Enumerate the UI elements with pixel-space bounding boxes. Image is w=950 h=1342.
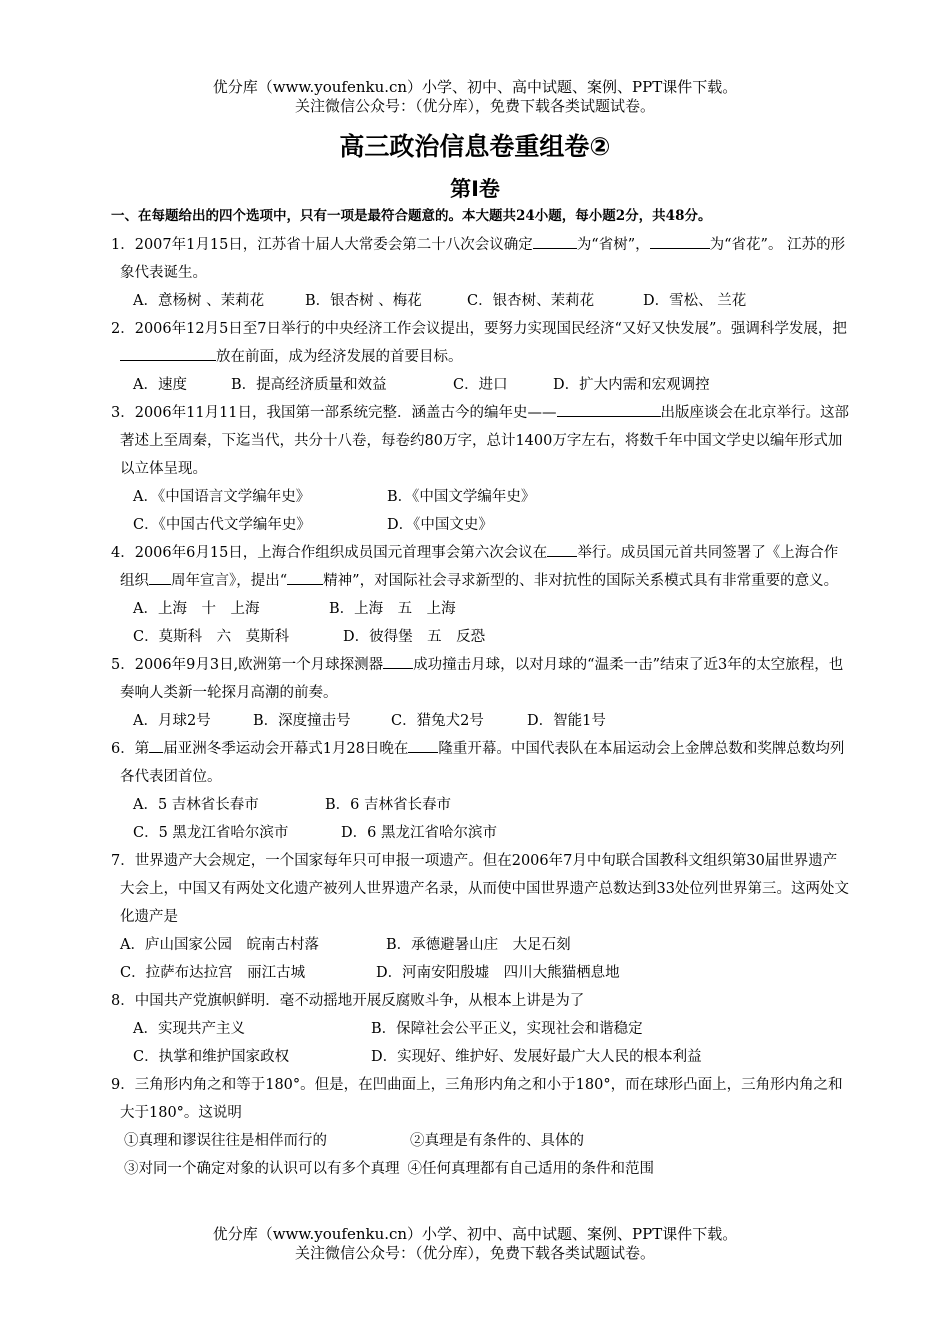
answer-blank [383,652,413,669]
options-row [111,707,851,735]
answer-blank [149,568,171,585]
question-stem: 7．世界遗产大会规定，一个国家每年只可申报一项遗产。但在2006年7月中旬联合国教科文组织第30届世界遗产大会上，中国又有两处文化遗产被列人世界遗产名录，从而使中国世界遗产总数达到33处位列世界第三。这两处文化遗产是 [111,853,849,925]
options-row [111,1043,851,1071]
option-c: C．5 黑龙江省哈尔滨市 [133,825,289,841]
options-row [111,595,851,623]
option-c: C．《中国古代文学编年史》 [133,517,311,533]
answer-blank [547,540,577,557]
question-6 [111,735,851,847]
answer-blank [650,232,710,249]
question-stem: 3．2006年11月11日，我国第一部系统完整．涵盖古今的编年史—— 出版座谈会在北京举行。这部著述上至周秦，下迄当代，共分十八卷，每卷约80万字，总计1400万字左右，将数千年中国文学史以编年形式加以立体呈现。 [111,399,851,483]
option-a: A．意杨树 、茉莉花 [133,293,265,309]
question-stem: 9．三角形内角之和等于180°。但是，在凹曲面上，三角形内角之和小于180°，而在球形凸面上，三角形内角之和大于180°。这说明 [111,1077,843,1121]
question-4 [111,539,851,651]
option-a: A．5 吉林省长春市 [133,797,259,813]
options-row [111,819,851,847]
option-1: ①真理和谬误往往是相伴而行的 [124,1133,327,1149]
option-b: B．保障社会公平正义，实现社会和谐稳定 [371,1021,643,1037]
option-2: ②真理是有条件的、具体的 [410,1133,584,1149]
option-c: C．莫斯科 六 莫斯科 [133,629,290,645]
footer-line-2: 关注微信公众号：（优分库），免费下载各类试题试卷。 [294,1244,655,1262]
question-stem: 2．2006年12月5日至7日举行的中央经济工作会议提出，要努力实现国民经济“又好又快发展”。强调科学发展，把放在前面，成为经济发展的首要目标。 [111,321,847,365]
options-row [111,483,851,511]
option-b: B．《中国文学编年史》 [387,489,536,505]
question-stem: 6．第 届亚洲冬季运动会开幕式1月28日晚在 隆重开幕。中国代表队在本届运动会上金牌总数和奖牌总数均列各代表团首位。 [111,735,851,791]
option-a: A．速度 [133,377,187,393]
answer-blank [287,568,323,585]
options-row [111,931,851,959]
question-7 [111,847,851,987]
question-2 [111,315,851,399]
question-8 [111,987,851,1071]
answer-blank [533,232,577,249]
question-1 [111,231,851,315]
footer-line-1: 优分库（www.youfenku.cn）小学、初中、高中试题、案例、PPT课件下载。 [212,1225,738,1243]
option-d: D．雪松、 兰花 [643,293,747,309]
option-a: A．庐山国家公园 皖南古村落 [120,937,319,953]
question-9 [111,1071,851,1183]
section-title: 第Ⅰ卷 [450,177,500,201]
option-c: C．猎兔犬2号 [391,713,484,729]
option-c: C．执掌和维护国家政权 [133,1049,290,1065]
options-row [111,371,851,399]
option-d: D．实现好、维护好、发展好最广大人民的根本利益 [371,1049,702,1065]
answer-blank [120,344,216,361]
header-line-2: 关注微信公众号：（优分库），免费下载各类试题试卷。 [294,97,655,115]
options-row [111,1015,851,1043]
options-row [111,791,851,819]
option-d: D．6 黑龙江省哈尔滨市 [341,825,497,841]
options-row [111,1155,851,1183]
option-d: D．河南安阳殷墟 四川大熊猫栖息地 [376,965,620,981]
option-b: B．6 吉林省长春市 [325,797,451,813]
question-5 [111,651,851,735]
option-a: A．上海 十 上海 [133,601,260,617]
option-d: D．《中国文史》 [387,517,493,533]
options-row [111,287,851,315]
option-c: C．拉萨布达拉宫 丽江古城 [120,965,306,981]
option-b: B．银杏树 、梅花 [305,293,422,309]
option-d: D．智能1号 [527,713,606,729]
options-row [111,623,851,651]
option-d: D．彼得堡 五 反恐 [343,629,486,645]
question-3 [111,399,851,539]
page-title: 高三政治信息卷重组卷② [339,132,611,161]
option-c: C．银杏树、茉莉花 [467,293,595,309]
option-c: C．进口 [453,377,508,393]
instruction: 一、在每题给出的四个选项中，只有一项是最符合题意的。本大题共24小题，每小题2分，共48分。 [111,208,712,224]
options-row [111,1127,851,1155]
question-stem: 4．2006年6月15日，上海合作组织成员国元首理事会第六次会议在 举行。成员国元首共同签署了《上海合作组织 周年宣言》，提出“ 精神”，对国际社会寻求新型的、非对抗性的国际关系模式具有非常重要的意义。 [111,539,851,595]
option-a: A．实现共产主义 [133,1021,245,1037]
option-b: B．上海 五 上海 [329,601,456,617]
header-line-1: 优分库（www.youfenku.cn）小学、初中、高中试题、案例、PPT课件下载。 [212,78,738,96]
option-a: A．月球2号 [133,713,211,729]
answer-blank [149,736,163,753]
option-4: ④任何真理都有自己适用的条件和范围 [407,1161,654,1177]
question-list [111,231,851,1183]
option-d: D．扩大内需和宏观调控 [553,377,710,393]
answer-blank [408,736,438,753]
question-stem: 1．2007年1月15日，江苏省十届人大常委会第二十八次会议确定 为“省树”， 为“省花”。 江苏的形象代表诞生。 [111,231,851,287]
question-stem: 8．中国共产党旗帜鲜明．毫不动摇地开展反腐败斗争，从根本上讲是为了 [111,993,585,1009]
answer-blank [557,400,661,417]
options-row [111,511,851,539]
option-a: A．《中国语言文学编年史》 [133,489,311,505]
option-b: B．承德避暑山庄 大足石刻 [386,937,571,953]
option-b: B．提高经济质量和效益 [231,377,387,393]
option-b: B．深度撞击号 [253,713,351,729]
options-row [111,959,851,987]
question-stem: 5．2006年9月3日,欧洲第一个月球探测器 成功撞击月球，以对月球的“温柔一击”结束了近3年的太空旅程，也奏响人类新一轮探月高潮的前奏。 [111,651,851,707]
option-3: ③对同一个确定对象的认识可以有多个真理 [124,1161,400,1177]
